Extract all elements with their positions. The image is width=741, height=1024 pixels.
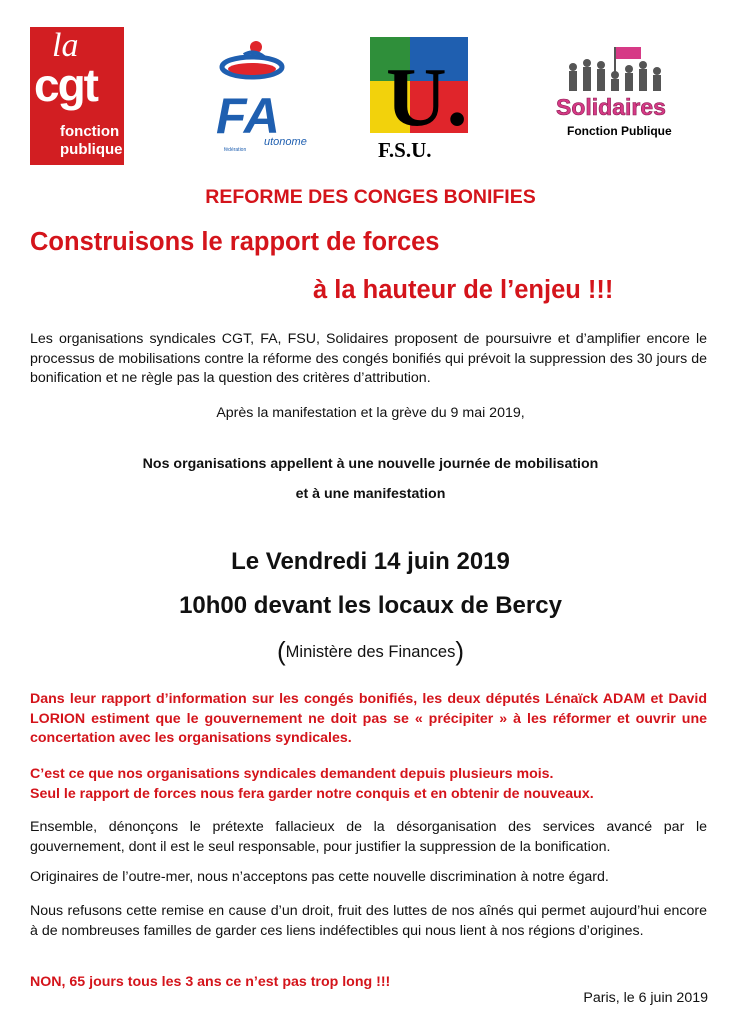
event-date: Le Vendredi 14 juin 2019 — [231, 548, 510, 575]
red-paragraph-demands — [30, 765, 707, 804]
fsu-logo — [368, 35, 472, 159]
final-slogan: NON, 65 jours tous les 3 ans ce n’est pas trop long !!! — [30, 974, 391, 990]
solidaires-logo-sub: Fonction Publique — [567, 124, 672, 138]
intro-paragraph: Les organisations syndicales CGT, FA, FSU, Solidaires proposent de poursuivre et d’amplifier encore le processus de mobilisations contre la réforme des congés bonifiés qui prévoit la suppression des 30 jours de bonification et ne règle pas la question des critères d’attribution. — [30, 331, 707, 386]
ministry-name: Ministère des Finances — [285, 643, 456, 661]
cgt-logo-cgt: cgt — [34, 59, 97, 111]
fsu-logo-u: U. — [386, 51, 468, 144]
cgt-logo-publique: publique — [60, 141, 123, 158]
slogan-line-1: Construisons le rapport de forces — [30, 228, 440, 256]
cgt-logo — [30, 27, 124, 165]
fa-logo — [214, 35, 314, 155]
fa-logo-letters: FA — [216, 88, 280, 144]
document-heading: REFORME DES CONGES BONIFIES — [205, 186, 536, 208]
event-ministry — [0, 636, 741, 667]
fa-logo-tiny: fédération — [224, 147, 247, 153]
after-strike-line: Après la manifestation et la grève du 9 mai 2019, — [216, 405, 525, 421]
paragraph-refuse: Nous refusons cette remise en cause d’un droit, fruit des luttes de nos aînés qui permet aujourd’hui encore à de nombreuses familles de garder ces liens indéfectibles qui nous lient à nos régions d’origines. — [30, 903, 707, 939]
fsu-logo-name: F.S.U. — [378, 138, 432, 159]
call-line-1: Nos organisations appellent à une nouvelle journée de mobilisation — [142, 456, 599, 472]
open-paren: ( — [276, 636, 286, 666]
red-demands-line-1: C’est ce que nos organisations syndicales demandent depuis plusieurs mois. — [30, 766, 554, 782]
close-paren: ) — [455, 636, 464, 666]
event-place: 10h00 devant les locaux de Bercy — [179, 592, 562, 619]
slogan-line-2: à la hauteur de l’enjeu !!! — [313, 276, 614, 304]
signature-date: Paris, le 6 juin 2019 — [583, 990, 708, 1006]
paragraph-overseas: Originaires de l’outre-mer, nous n’acceptons pas cette nouvelle discrimination à notre égard. — [30, 869, 609, 885]
red-paragraph-report: Dans leur rapport d’information sur les congés bonifiés, les deux députés Lénaïck ADAM et David LORION estiment que le gouvernement ne doit pas se « précipiter » à les réformer et ouvrir une concertation avec les organisations syndicales. — [30, 691, 707, 746]
red-demands-line-2: Seul le rapport de forces nous fera garder notre conquis et en obtenir de nouveaux. — [30, 785, 594, 802]
solidaires-logo — [555, 45, 681, 141]
fa-logo-sub: utonome — [264, 136, 307, 148]
call-line-2: et à une manifestation — [295, 486, 446, 502]
solidaires-logo-name: Solidaires — [556, 94, 666, 120]
paragraph-denounce: Ensemble, dénonçons le prétexte fallacieux de la désorganisation des services avancé par le gouvernement, dont il est le seul responsable, pour justifier la suppression de la bonification. — [30, 819, 707, 855]
cgt-logo-fonction: fonction — [60, 123, 120, 140]
cgt-logo-la: la — [52, 27, 79, 64]
